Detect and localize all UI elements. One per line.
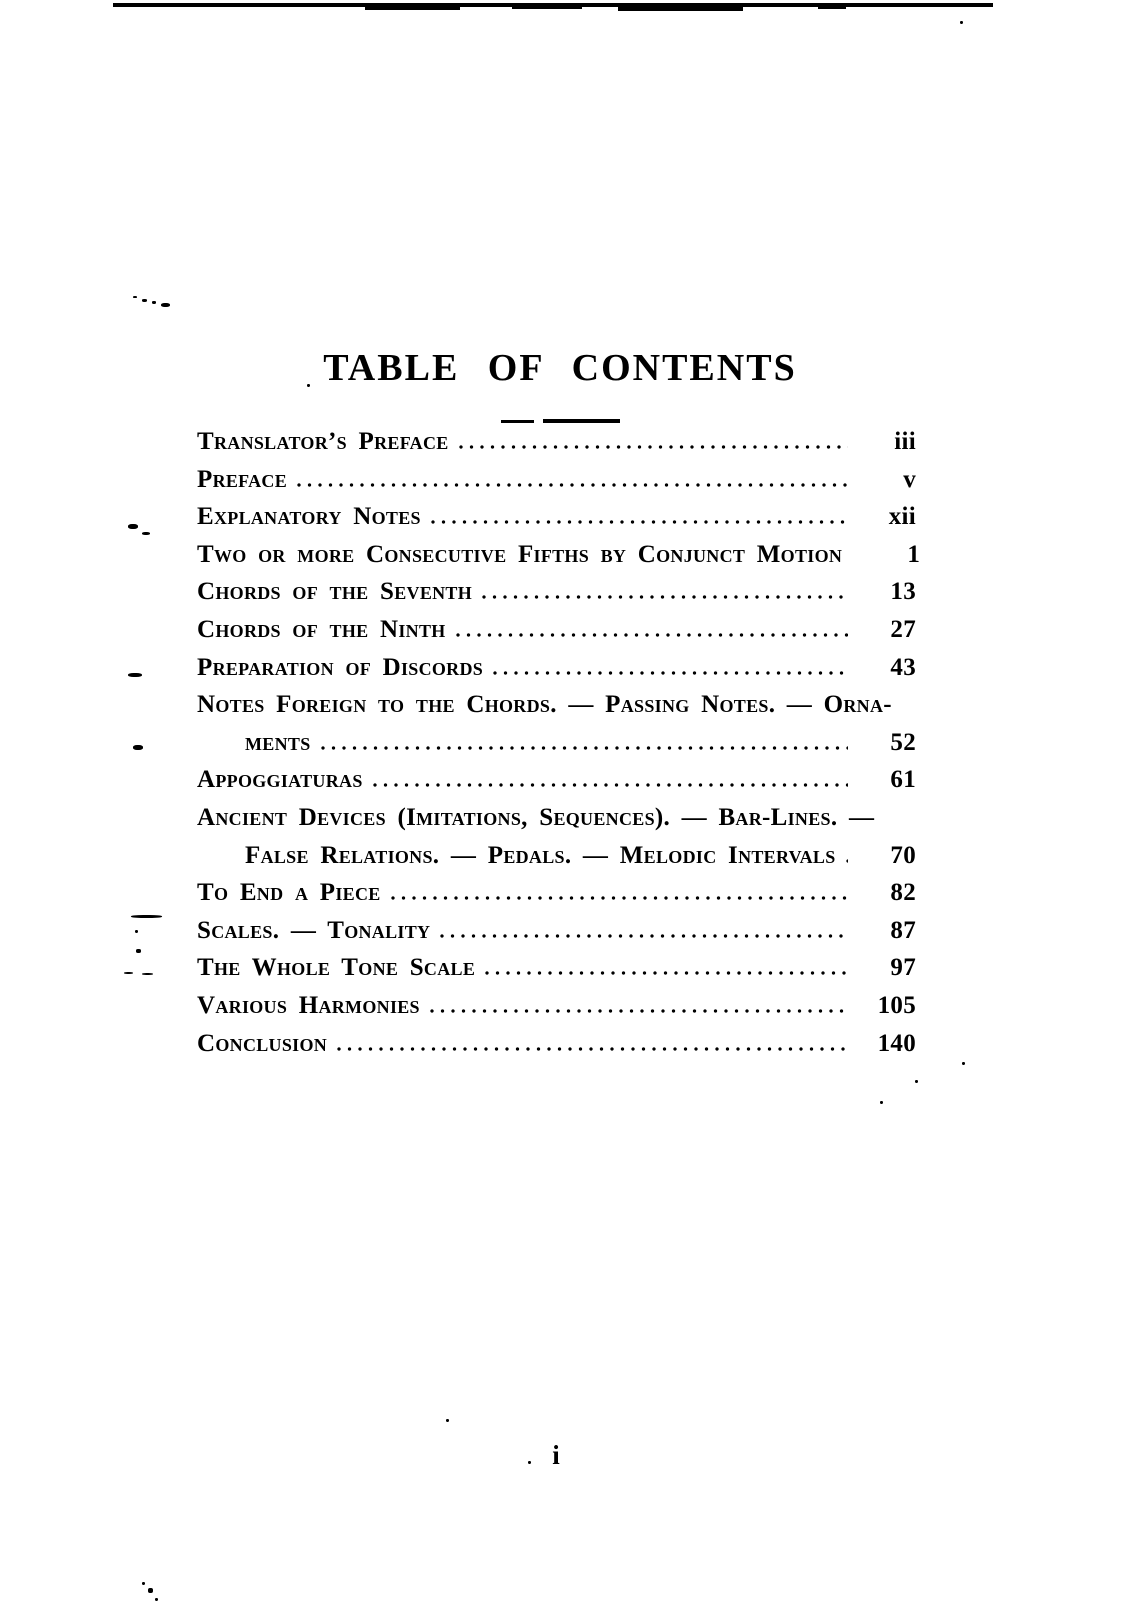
table-of-contents (197, 423, 921, 1062)
toc-entry-label: Ancient Devices (Imitations, Sequences). — Bar-Lines. — (197, 803, 875, 831)
toc-entry (197, 837, 916, 875)
dot-leader (297, 483, 848, 487)
toc-entry-label: Chords of the Ninth (197, 615, 446, 643)
toc-entry-label: The Whole Tone Scale (197, 954, 476, 982)
folio-page-number: i (552, 1440, 560, 1470)
dot-leader (321, 746, 848, 750)
toc-entry-label: Translator’s Preface (197, 428, 449, 455)
toc-entry (197, 423, 916, 461)
toc-entry-label: Explanatory Notes (197, 503, 421, 531)
scan-speck (131, 915, 162, 918)
toc-entry-page: 43 (890, 653, 916, 681)
toc-entry-page: 105 (877, 991, 916, 1019)
dot-leader (337, 1047, 848, 1051)
toc-entry (197, 686, 916, 724)
scan-speck (880, 1101, 883, 1104)
scan-speck (136, 949, 141, 953)
dot-leader (482, 595, 848, 599)
dot-leader (485, 971, 848, 975)
toc-entry-page: 52 (890, 728, 916, 756)
scan-speck (446, 1419, 449, 1422)
scan-speck (142, 973, 153, 975)
dot-leader (440, 934, 848, 938)
toc-entry-page: 97 (890, 954, 916, 982)
page-title: TABLE OF CONTENTS (323, 347, 797, 389)
scan-speck (128, 524, 138, 529)
toc-entry (197, 649, 916, 687)
scan-speck (148, 1588, 153, 1593)
scan-speck (307, 384, 310, 387)
toc-entry (197, 949, 916, 987)
toc-entry-label: Preface (197, 465, 288, 493)
scan-edge-patch (365, 6, 460, 10)
toc-entry-page: iii (894, 428, 916, 455)
toc-entry-page: 87 (890, 916, 916, 944)
scan-edge-patch (512, 6, 582, 9)
dot-leader (846, 859, 848, 863)
toc-entry-label: Two or more Consecutive Fifths by Conjunct Motion (197, 540, 843, 568)
toc-entry-page: 27 (890, 615, 916, 643)
toc-entry-page: 13 (890, 578, 916, 606)
dot-leader (391, 896, 848, 900)
scan-speck (142, 532, 150, 535)
toc-entry-page: 1 (907, 540, 921, 568)
toc-entry-label: ments (245, 728, 311, 756)
toc-entry-label: False Relations. — Pedals. — Melodic Intervals (245, 841, 836, 869)
dot-leader (430, 1009, 848, 1013)
toc-entry-page: v (903, 465, 916, 493)
dot-leader (459, 445, 848, 449)
toc-entry (197, 761, 916, 799)
toc-entry-label: Various Harmonies (197, 991, 420, 1019)
toc-entry (197, 724, 916, 762)
scan-speck (128, 673, 142, 677)
toc-entry-page: 70 (890, 841, 916, 869)
toc-entry-page: 82 (890, 879, 916, 907)
toc-entry (197, 536, 921, 574)
toc-entry (197, 611, 916, 649)
scan-speck (915, 1080, 918, 1083)
toc-entry-label: Preparation of Discords (197, 653, 484, 681)
scan-speck (133, 745, 143, 750)
scan-speck (133, 296, 137, 298)
dot-leader (373, 783, 848, 787)
toc-entry-page: 61 (890, 766, 916, 794)
toc-entry (197, 874, 916, 912)
toc-entry-label: Conclusion (197, 1029, 328, 1057)
toc-entry (197, 498, 916, 536)
toc-entry-label: Chords of the Seventh (197, 578, 473, 606)
scan-speck (528, 1461, 531, 1464)
dot-leader (431, 520, 848, 524)
scan-speck (161, 303, 170, 307)
scan-speck (152, 301, 156, 304)
toc-entry-label: Notes Foreign to the Chords. — Passing Notes. — Orna- (197, 691, 892, 719)
toc-entry-label: Scales. — Tonality (197, 916, 431, 944)
toc-entry-label: Appoggiaturas (197, 766, 363, 794)
toc-entry (197, 987, 916, 1025)
scan-speck (155, 1598, 158, 1601)
dot-leader (493, 671, 848, 675)
scan-speck (962, 1062, 965, 1065)
toc-entry (197, 461, 916, 499)
scan-speck (124, 972, 133, 974)
scan-edge-patch (818, 7, 846, 9)
dot-leader (456, 633, 848, 637)
toc-entry (197, 573, 916, 611)
toc-entry (197, 799, 916, 837)
toc-entry (197, 1025, 916, 1063)
scan-edge-patch (618, 6, 743, 11)
toc-entry-label: To End a Piece (197, 879, 381, 907)
toc-entry (197, 912, 916, 950)
scan-speck (135, 930, 138, 933)
scan-speck (142, 299, 147, 302)
toc-entry-page: xii (888, 503, 916, 531)
scan-speck (960, 21, 963, 24)
scan-speck (142, 1582, 145, 1585)
toc-entry-page: 140 (877, 1029, 916, 1057)
